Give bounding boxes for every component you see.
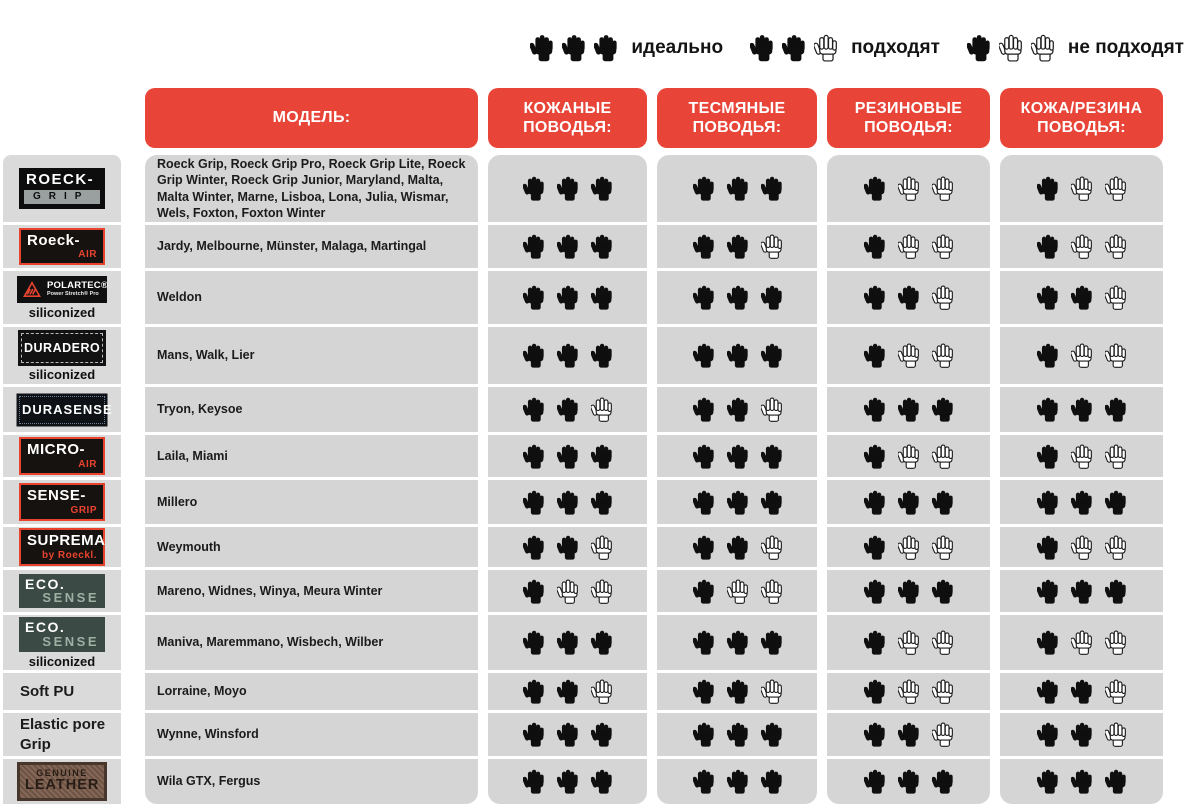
hand-icon [864,234,885,259]
rating-cell [827,615,990,670]
rating-cell [1000,570,1163,612]
rating-cell [827,673,990,710]
materials-sidebar [3,155,121,804]
hand-icon [557,722,578,747]
hand-icon [1037,176,1058,201]
material-cell [3,527,121,567]
rating-cell [1000,759,1163,804]
legend-label-ideal: идеально [631,37,724,58]
hand-icon [761,630,782,655]
hand-icon [1037,722,1058,747]
rating-column [827,155,990,804]
hand-icon [523,579,544,604]
hand-icon [761,722,782,747]
logo-suprema: SUPREMA by Roeckl. [19,528,105,565]
hand-icon [967,34,990,62]
legend-hands-not-suitable [967,34,1054,62]
logo-sense-grip: SENSE- GRIP [19,483,105,520]
hand-icon [1071,722,1092,747]
rating-cell [827,327,990,384]
hand-icon [693,397,714,422]
legend-item-suitable [750,34,940,62]
rating-cell [827,759,990,804]
model-names-cell: Tryon, Keysoe [145,387,478,432]
hand-icon [864,343,885,368]
hand-icon [693,285,714,310]
model-names-cell: Millero [145,480,478,524]
hand-icon [1105,769,1126,794]
hand-icon [898,444,919,469]
hand-icon [932,176,953,201]
hand-icon [557,490,578,515]
hand-icon [591,490,612,515]
hand-icon [761,397,782,422]
hand-icon [591,444,612,469]
rating-cell [657,387,817,432]
logo-polartec: POLARTEC® Power Stretch® Pro [17,276,107,304]
hand-icon [1037,630,1058,655]
hand-icon [1037,285,1058,310]
material-label: Elastic pore Grip [20,716,106,753]
model-names-cell: Maniva, Maremmano, Wisbech, Wilber [145,615,478,670]
hand-icon [1105,722,1126,747]
hand-icon [761,579,782,604]
hand-icon [591,397,612,422]
model-names-cell: Lorraine, Moyo [145,673,478,710]
hand-icon [898,630,919,655]
hand-icon [932,630,953,655]
legend-hands-suitable [750,34,837,62]
hand-icon [898,769,919,794]
hand-icon [727,679,748,704]
hand-icon [898,285,919,310]
rating-cell [1000,327,1163,384]
hand-icon [557,679,578,704]
hand-icon [562,34,585,62]
material-cell [3,759,121,804]
model-names-cell: Weymouth [145,527,478,567]
hand-icon [557,343,578,368]
hand-icon [591,535,612,560]
hand-icon [523,490,544,515]
rating-column [1000,155,1163,804]
rating-cell [488,673,647,710]
hand-icon [761,679,782,704]
hand-icon [1105,535,1126,560]
rating-cell [1000,615,1163,670]
hand-icon [932,490,953,515]
hand-icon [1105,679,1126,704]
hand-icon [727,630,748,655]
rating-cell [657,615,817,670]
hand-icon [898,490,919,515]
rating-cell [827,527,990,567]
hand-icon [898,579,919,604]
hand-icon [864,176,885,201]
rating-cell [1000,387,1163,432]
hand-icon [693,679,714,704]
hand-icon [591,176,612,201]
rating-cell [488,155,647,222]
hand-icon [1105,444,1126,469]
hand-icon [591,343,612,368]
hand-icon [727,176,748,201]
hand-icon [727,490,748,515]
hand-icon [557,769,578,794]
hand-icon [1071,176,1092,201]
hand-icon [898,234,919,259]
hand-icon [864,679,885,704]
rating-cell [657,713,817,756]
rating-cell [488,480,647,524]
model-names-cell: Weldon [145,271,478,324]
hand-icon [761,176,782,201]
rating-cell [827,570,990,612]
hand-icon [864,769,885,794]
hand-icon [932,679,953,704]
hand-icon [523,679,544,704]
logo-micro-air: MICRO- AIR [19,437,105,474]
logo-eco-sense: ECO. SENSE [19,574,105,609]
hand-icon [727,397,748,422]
hand-icon [1071,769,1092,794]
hand-icon [523,769,544,794]
hand-icon [1071,630,1092,655]
material-cell [3,570,121,612]
hand-icon [1037,769,1058,794]
hand-icon [727,579,748,604]
hand-icon [1037,444,1058,469]
rating-cell [1000,480,1163,524]
hand-icon [557,397,578,422]
logo-genuine-leather: GENUINE LEATHER [17,762,107,802]
hand-icon [693,343,714,368]
rating-cell [827,155,990,222]
hand-icon [727,769,748,794]
hand-icon [1105,579,1126,604]
hand-icon [594,34,617,62]
hand-icon [727,535,748,560]
hand-icon [1071,579,1092,604]
rating-cell [657,225,817,268]
rating-cell [657,155,817,222]
hand-icon [591,722,612,747]
hand-icon [727,444,748,469]
hand-icon [932,444,953,469]
hand-icon [1037,535,1058,560]
hand-icon [557,579,578,604]
material-cell [3,327,121,384]
rating-cell [1000,155,1163,222]
siliconized-label: siliconized [28,653,96,669]
hand-icon [1071,444,1092,469]
hand-icon [1037,579,1058,604]
rating-cell [657,759,817,804]
hand-icon [693,579,714,604]
rating-cell [1000,527,1163,567]
rating-cell [657,435,817,477]
rating-cell [1000,435,1163,477]
legend [530,34,1184,62]
rating-cell [1000,713,1163,756]
hand-icon [523,722,544,747]
model-names-cell: Wila GTX, Fergus [145,759,478,804]
material-cell [3,673,121,710]
hand-icon [693,630,714,655]
hand-icon [932,722,953,747]
hand-icon [727,234,748,259]
rating-cell [657,327,817,384]
logo-durasense: DURASENSE [19,396,105,424]
hand-icon [1037,490,1058,515]
hand-icon [1105,343,1126,368]
rating-cell [657,480,817,524]
rating-cell [827,225,990,268]
rating-cell [1000,271,1163,324]
hand-icon [1037,397,1058,422]
model-names-cell: Wynne, Winsford [145,713,478,756]
hand-icon [898,343,919,368]
model-names-cell: Roeck Grip, Roeck Grip Pro, Roeck Grip Lite, Roeck Grip Winter, Roeck Grip Junior, Maryland, Malta, Malta Winter, Marne, Lisboa, Lona, Julia, Wismar, Wels, Foxton, Foxton Winter [145,155,478,222]
polartec-triangle-icon [22,281,42,298]
hand-icon [1105,176,1126,201]
hand-icon [864,444,885,469]
rating-cell [488,271,647,324]
hand-icon [1037,234,1058,259]
hand-icon [761,234,782,259]
model-names-cell: Mans, Walk, Lier [145,327,478,384]
material-cell [3,615,121,670]
hand-icon [523,343,544,368]
hand-icon [591,234,612,259]
hand-icon [898,176,919,201]
hand-icon [932,343,953,368]
hand-icon [693,176,714,201]
legend-hands-ideal [530,34,617,62]
rating-column [488,155,647,804]
hand-icon [557,535,578,560]
hand-icon [591,630,612,655]
hand-icon [864,630,885,655]
rating-cell [488,387,647,432]
hand-icon [557,176,578,201]
material-cell [3,713,121,756]
hand-icon [523,535,544,560]
logo-roeck-grip: ROECK- GRIP [19,168,105,210]
model-names-cell: Mareno, Widnes, Winya, Meura Winter [145,570,478,612]
hand-icon [591,285,612,310]
hand-icon [932,285,953,310]
rating-cell [657,570,817,612]
hand-icon [523,444,544,469]
rating-cell [827,435,990,477]
hand-icon [864,397,885,422]
hand-icon [1071,285,1092,310]
legend-label-not-suitable: не подходят [1067,37,1184,58]
material-cell [3,435,121,477]
rating-cell [657,673,817,710]
column-header-leather-rubber-reins: КОЖА/РЕЗИНА ПОВОДЬЯ: [1000,88,1163,148]
hand-icon [1071,234,1092,259]
hand-icon [1105,630,1126,655]
rating-cell [827,271,990,324]
hand-icon [693,490,714,515]
logo-roeck-air: Roeck- AIR [19,228,105,265]
legend-item-ideal [530,34,723,62]
logo-eco-sense: ECO. SENSE [19,617,105,652]
hand-icon [1105,397,1126,422]
hand-icon [932,397,953,422]
hand-icon [523,176,544,201]
rating-cell [488,225,647,268]
hand-icon [523,234,544,259]
hand-icon [591,769,612,794]
hand-icon [693,535,714,560]
legend-item-not-suitable [967,34,1184,62]
hand-icon [761,535,782,560]
rating-cell [1000,225,1163,268]
column-header-rubber-reins: РЕЗИНОВЫЕ ПОВОДЬЯ: [827,88,990,148]
model-names-cell: Jardy, Melbourne, Münster, Malaga, Martingal [145,225,478,268]
rating-cell [488,713,647,756]
hand-icon [557,285,578,310]
hand-icon [898,679,919,704]
siliconized-label: siliconized [28,305,96,321]
table-headers [145,88,1163,148]
rating-cell [488,615,647,670]
hand-icon [814,34,837,62]
hand-icon [932,234,953,259]
material-cell [3,271,121,324]
rating-cell [488,759,647,804]
hand-icon [693,769,714,794]
logo-duradero: DURADERO [21,333,103,363]
material-label: Soft PU [20,682,75,700]
hand-icon [1037,343,1058,368]
model-names-cell: Laila, Miami [145,435,478,477]
column-header-model: МОДЕЛЬ: [145,88,478,148]
hand-icon [932,579,953,604]
rating-cell [827,480,990,524]
hand-icon [761,769,782,794]
rating-cell [488,527,647,567]
hand-icon [1071,535,1092,560]
rating-cell [488,327,647,384]
hand-icon [727,343,748,368]
hand-icon [1071,490,1092,515]
hand-icon [1037,679,1058,704]
rating-cell [657,271,817,324]
rating-column [657,155,817,804]
hand-icon [727,722,748,747]
rating-cell [657,527,817,567]
hand-icon [1105,285,1126,310]
hand-icon [693,722,714,747]
hand-icon [557,444,578,469]
hand-icon [693,234,714,259]
hand-icon [864,579,885,604]
material-cell [3,155,121,222]
hand-icon [523,397,544,422]
hand-icon [1071,397,1092,422]
material-cell [3,480,121,524]
hand-icon [523,285,544,310]
hand-icon [557,234,578,259]
material-cell [3,225,121,268]
hand-icon [750,34,773,62]
hand-icon [557,630,578,655]
hand-icon [864,535,885,560]
hand-icon [761,490,782,515]
hand-icon [932,769,953,794]
hand-icon [591,679,612,704]
hand-icon [530,34,553,62]
hand-icon [932,535,953,560]
hand-icon [782,34,805,62]
hand-icon [693,444,714,469]
hand-icon [1071,679,1092,704]
rating-cell [1000,673,1163,710]
column-header-leather-reins: КОЖАНЫЕ ПОВОДЬЯ: [488,88,647,148]
hand-icon [591,579,612,604]
hand-icon [1071,343,1092,368]
models-column [145,155,478,804]
hand-icon [864,490,885,515]
rating-cell [488,435,647,477]
compatibility-table [145,155,1163,804]
hand-icon [898,535,919,560]
hand-icon [761,444,782,469]
hand-icon [761,285,782,310]
legend-label-suitable: подходят [851,37,940,58]
hand-icon [999,34,1022,62]
hand-icon [898,722,919,747]
rating-cell [827,387,990,432]
hand-icon [727,285,748,310]
hand-icon [1105,490,1126,515]
hand-icon [864,285,885,310]
material-cell [3,387,121,432]
hand-icon [898,397,919,422]
hand-icon [1031,34,1054,62]
hand-icon [761,343,782,368]
hand-icon [1105,234,1126,259]
hand-icon [523,630,544,655]
column-header-webbing-reins: ТЕСМЯНЫЕ ПОВОДЬЯ: [657,88,817,148]
siliconized-label: siliconized [28,367,96,382]
rating-cell [827,713,990,756]
rating-cell [488,570,647,612]
hand-icon [864,722,885,747]
